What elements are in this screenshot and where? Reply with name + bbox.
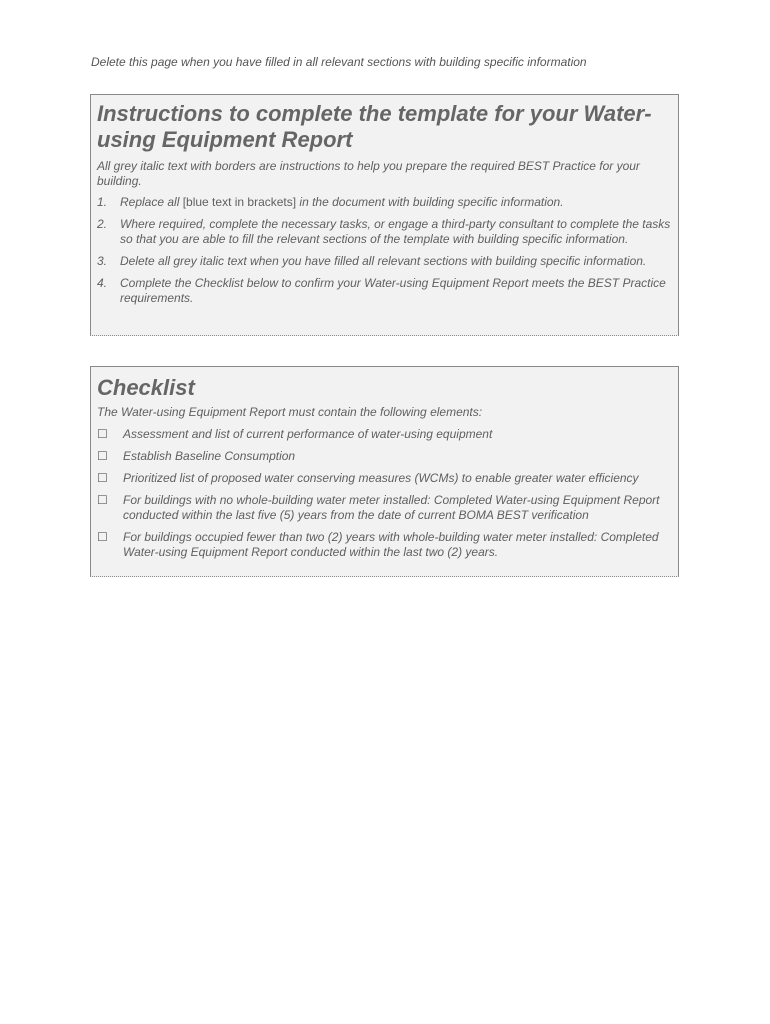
checklist-item <box>97 427 672 442</box>
checklist-item <box>97 493 672 523</box>
checkbox-icon[interactable]: ☐ <box>97 449 108 463</box>
instruction-number: 2. <box>97 217 108 231</box>
checklist-item <box>97 449 672 464</box>
instructions-list <box>97 195 672 306</box>
checklist-item-text: Establish Baseline Consumption <box>123 449 296 463</box>
checkbox-icon[interactable]: ☐ <box>97 471 108 485</box>
checklist-item <box>97 530 672 560</box>
checklist-box <box>90 366 679 577</box>
blue-text-example: [blue text in brackets] <box>182 195 297 209</box>
checklist-intro: The Water-using Equipment Report must contain the following elements: <box>97 405 483 419</box>
delete-page-note: Delete this page when you have filled in all relevant sections with building specific information <box>91 55 587 69</box>
instruction-number: 4. <box>97 276 108 290</box>
instruction-number: 3. <box>97 254 108 268</box>
instruction-text <box>120 195 672 210</box>
instruction-item <box>97 195 672 210</box>
instruction-text: Delete all grey italic text when you have filled all relevant sections with building specific information. <box>120 254 647 268</box>
checklist-item-text: For buildings occupied fewer than two (2) years with whole-building water meter installed: Completed Water-using Equipment Report conducted within the last two (2) years. <box>123 530 659 559</box>
instructions-intro: All grey italic text with borders are instructions to help you prepare the required BEST Practice for your building. <box>97 159 640 188</box>
checklist-item-text: Assessment and list of current performance of water-using equipment <box>123 427 493 441</box>
checklist-item-text: For buildings with no whole-building water meter installed: Completed Water-using Equipment Report conducted within the last five (5) years from the date of current BOMA BEST verification <box>123 493 660 522</box>
instructions-title: Instructions to complete the template for your Water-using Equipment Report <box>97 101 652 152</box>
instruction-text: Complete the Checklist below to confirm your Water-using Equipment Report meets the BEST Practice requirements. <box>120 276 666 305</box>
instruction-text: Where required, complete the necessary tasks, or engage a third-party consultant to complete the tasks so that you are able to fill the relevant sections of the template with building specific information. <box>120 217 671 246</box>
checkbox-icon[interactable]: ☐ <box>97 530 108 544</box>
checkbox-icon[interactable]: ☐ <box>97 493 108 507</box>
instructions-box <box>90 94 679 336</box>
instruction-number: 1. <box>97 195 108 209</box>
instruction-text-part: in the document with building specific information. <box>296 195 564 209</box>
instruction-item <box>97 276 672 306</box>
checkbox-icon[interactable]: ☐ <box>97 427 108 441</box>
checklist-list <box>97 427 672 560</box>
checklist-item <box>97 471 672 486</box>
instruction-item <box>97 254 672 269</box>
instruction-item <box>97 217 672 247</box>
checklist-title: Checklist <box>97 375 195 400</box>
instruction-text-part: Replace all <box>120 195 183 209</box>
checklist-item-text: Prioritized list of proposed water conserving measures (WCMs) to enable greater water efficiency <box>123 471 639 485</box>
